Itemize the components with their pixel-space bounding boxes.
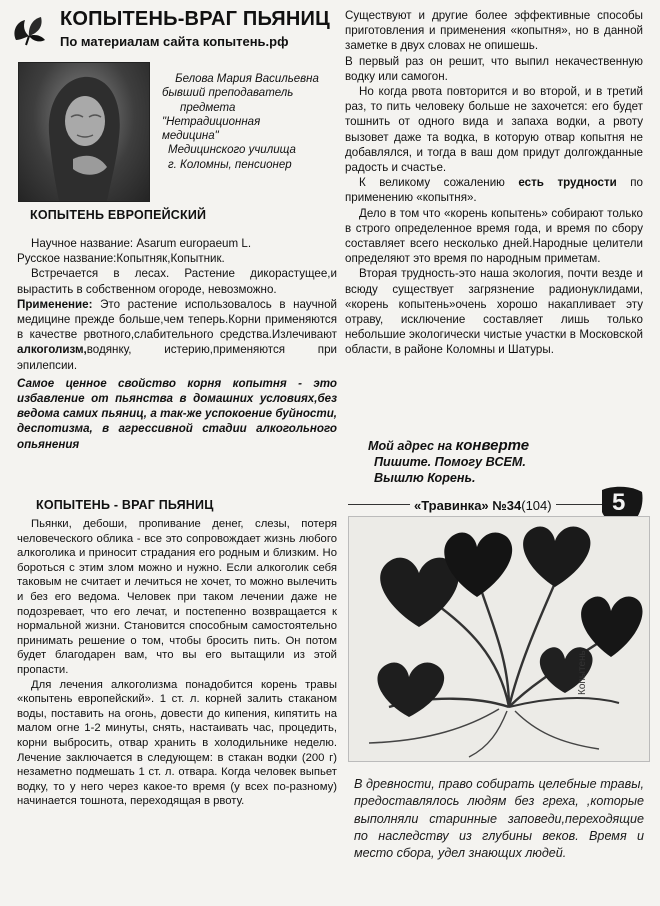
right-paragraph-6: Вторая трудность-это наша экология, почти везде и всюду существует загрязнение радионуклидами, «корень копытень»очень хорошо накапливает эту отраву, исключение составляет лишь только небольшие экологически чистые участки в Московской области, в районе Коломны и Шатуры. [345, 267, 643, 357]
right-column-body [345, 8, 643, 358]
plant-label: Копытень [577, 650, 588, 695]
magazine-issue: №34 [492, 498, 522, 513]
author-photo [18, 62, 150, 202]
magazine-label [410, 498, 556, 513]
asarum-plant-icon [349, 517, 649, 761]
address-block [368, 438, 638, 486]
address-line-1: Мой адрес на конверте [368, 437, 530, 454]
right-paragraph-1: Существуют и другие более эффективные способы приготовления и применения «копытня», но в данной заметке в двух словах не опишешь. [345, 9, 643, 53]
author-info: Белова Мария Васильевна бывший преподаватель предмета "Нетрадиционная медицина" Медицинского училища г. Коломны, пенсионер [156, 72, 338, 172]
usage-paragraph: Применение: Это растение использовалось в научной медицине прежде больше,чем теперь.Корни применяются в качестве рвотного,слабительного средства.Излечивают алкоголизм,водянку, истерию,применяются при эпилепсии. [17, 297, 337, 372]
section-european-body [17, 236, 337, 452]
right-paragraph-4: К великому сожалению есть трудности по применению «копытня». [345, 176, 643, 205]
habitat-text: Встречается в лесах. Растение дикорастущее,и вырастить в собственном огороде, невозможно. [17, 267, 337, 296]
section-heading-enemy: КОПЫТЕНЬ - ВРАГ ПЬЯНИЦ [36, 498, 214, 512]
address-line-3: Вышлю Корень. [374, 471, 476, 485]
section-enemy-body [17, 517, 337, 809]
enemy-paragraph-2: Для лечения алкоголизма понадобится корень травы «копытень европейский». 1 ст. л. корней залить стаканом воды, поставить на огонь, довести до кипения, кипятить на малом огне 1-2 минуты, снять, настаивать час, процедить, корни выбросить, отвар хранить в холодильнике неделю. Лечение заключается в следующем: в стакан водки (200 г) незаметно подмешать 1 ст. л. отвара. Когда человек выпьет водку, то у него через какое-то время (у всех по-разному) начинается тошнота, переходящая в рвоту. [17, 678, 337, 808]
page-subtitle: По материалам сайта копытень.рф [60, 34, 289, 49]
right-paragraph-2: В первый раз он решит, что выпил некачественную водку или самогон. [345, 54, 643, 83]
flower-logo-icon [10, 14, 48, 46]
scientific-name: Научное название: Asarum europaeum L. [31, 237, 252, 250]
section-heading-european: КОПЫТЕНЬ ЕВРОПЕЙСКИЙ [30, 208, 207, 222]
herb-illustration [348, 516, 650, 762]
address-line-2: Пишите. Помогу ВСЕМ. [374, 455, 526, 469]
magazine-issue-total: (104) [521, 498, 552, 513]
page-title: КОПЫТЕНЬ-ВРАГ ПЬЯНИЦ [60, 8, 330, 30]
enemy-paragraph-1: Пьянки, дебоши, пропивание денег, слезы, потеря человеческого облика - все это сопровождает жизнь любого алкоголика и приносит страдания его родным и близким. Но бороться с этим злом можно и нужно. Если алкоголик себя таковым не считает и лечиться не хочет, то можно вылечить и без его ведома. Человек при таком лечении даже не подозревает, что его лечат, и постепенно возвращается к нормальной жизни. Становится способным самостоятельно принимать решение о том, чтобы бросить пить. Он потом будет благодарен вам, что вы его вытащили из этой пропасти. [17, 518, 337, 676]
right-paragraph-3: Но когда рвота повторится и во второй, и в третий раз, то пить человеку больше не захочется: его будет тошнить от одного вида и запаха водки, а рвоту вызовет даже та водка, в которую отвар копытня не добавлялся, и тогда в ваш дом придут долгожданные радость и счастье. [345, 85, 643, 175]
old-woman-portrait-icon [19, 63, 149, 201]
magazine-name: «Травинка» [414, 498, 489, 513]
emphasis-paragraph: Самое ценное свойство корня копытня - это избавление от пьянства в домашних условиях,без ведома самих пьяниц, а так-же успокоение буйности, деспотизма, в агрессивной стадии алкогольного опьянения [17, 376, 337, 451]
russian-name: Русское название:Копытняк,Копытник. [17, 252, 225, 266]
page-number: 5 [612, 489, 626, 516]
herb-caption: В древности, право собирать целебные травы, предоставлялось людям без греха, ,которые выполняли старинные заповеди,переходящие по наследству из глубины веков. Время и место сбора, удел знающих людей. [354, 777, 644, 861]
right-paragraph-5: Дело в том что «корень копытень» собирают только в строго определенное время года, и время по сбору составляет всего несколько дней.Народные целители определяют это время по народным приметам. [345, 206, 643, 266]
author-name: Белова Мария Васильевна [175, 73, 319, 85]
